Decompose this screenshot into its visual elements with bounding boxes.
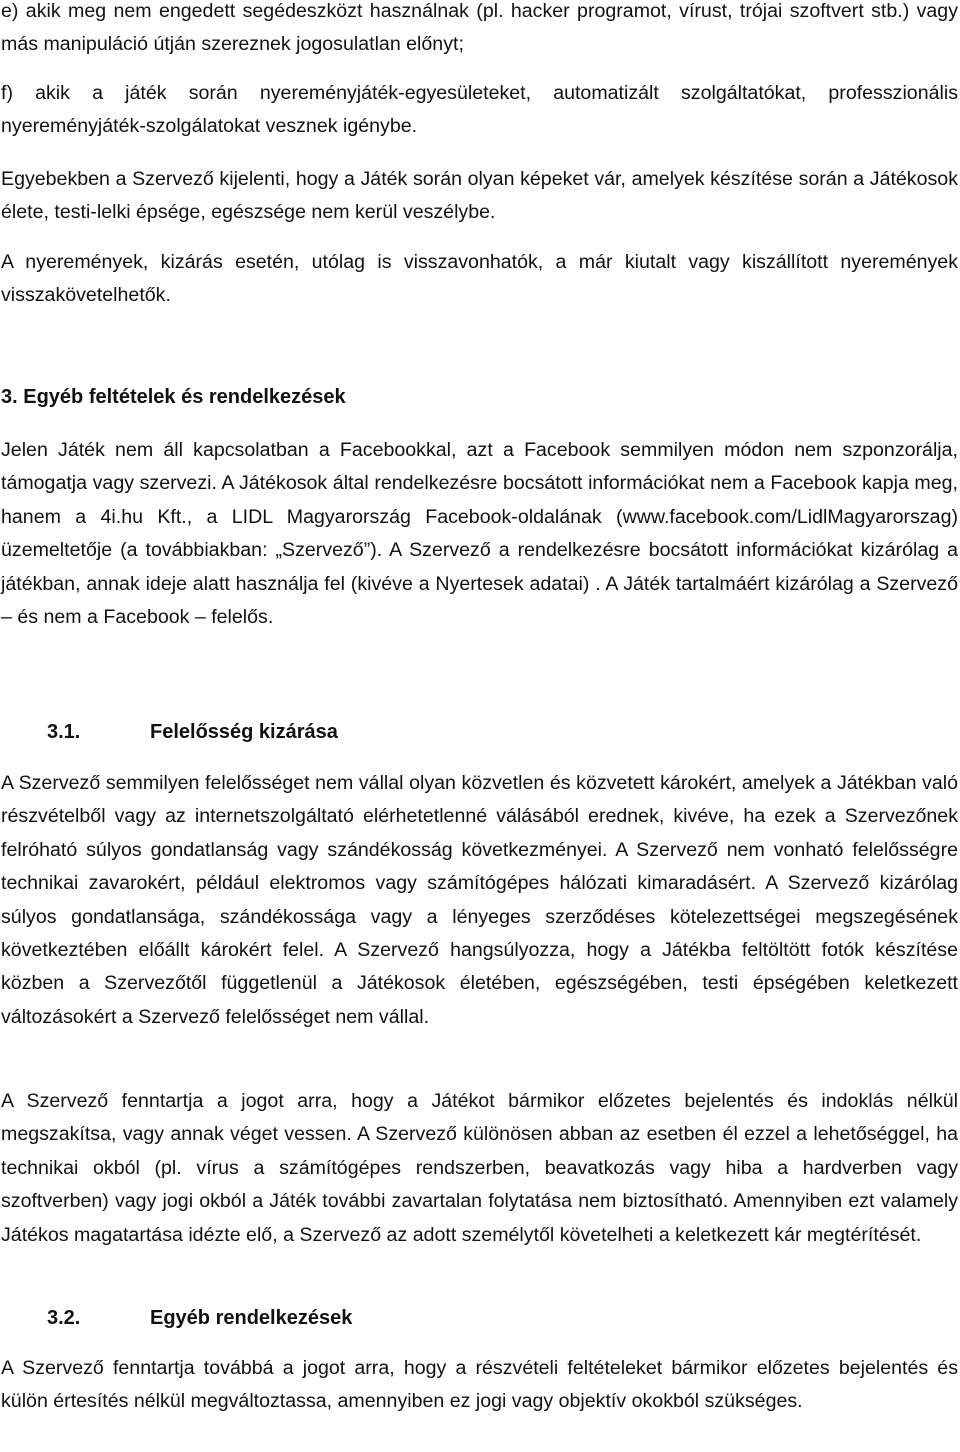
section-3-number: 3. xyxy=(1,386,18,408)
paragraph-prizes-revocable: A nyeremények, kizárás esetén, utólag is visszavonhatók, a már kiutalt vagy kiszállított nyeremények visszakövetelhetők. xyxy=(1,251,958,307)
section-3-2-number: 3.2. xyxy=(47,1307,81,1329)
paragraph-item-f: f) akik a játék során nyereményjáték-egyesületeket, automatizált szolgáltatókat, professzionális nyereményjáték-szolgálatokat vesznek igénybe. xyxy=(1,82,958,138)
section-3-1-heading xyxy=(47,716,338,749)
section-3-1-body-1: A Szervező semmilyen felelősséget nem vállal olyan közvetlen és közvetett károkért, amelyek a Játékban való részvételből vagy az internetszolgáltató elérhetetlenné válásából erednek, kivéve, ha ezek a Szervezőnek felróható súlyos gondatlanság vagy szándékosság következményei. A Szervező nem vonható felelősségre technikai zavarokért, például elektromos vagy számítógépes hálózati kimaradásért. A Szervező kizárólag súlyos gondatlansága, szándékossága vagy a lényeges szerződéses kötelezettségei megszegésének következtében előállt károkért felel. A Szervező hangsúlyozza, hogy a Játékba feltöltött fotók készítése közben a Szervezőtől függetlenül a Játékosok életében, egészségében, testi épségében keletkezett változásokért a Szervező felelősséget nem vállal. xyxy=(1,772,958,1028)
section-3-heading xyxy=(1,381,346,414)
section-3-1-number: 3.1. xyxy=(47,721,81,743)
section-3-body: Jelen Játék nem áll kapcsolatban a Facebookkal, azt a Facebook semmilyen módon nem szponzorálja, támogatja vagy szervezi. A Játékosok által rendelkezésre bocsátott információkat nem a Facebook kapja meg, hanem a 4i.hu Kft., a LIDL Magyarország Facebook-oldalának (www.facebook.com/LidlMagyarorszag) üzemeltetője (a továbbiakban: „Szervező”). A Szervező a rendelkezésre bocsátott információkat kizárólag a játékban, annak ideje alatt használja fel (kivéve a Nyertesek adatai) . A Játék tartalmáért kizárólag a Szervező – és nem a Facebook – felelős. xyxy=(1,439,958,629)
section-3-title: Egyéb feltételek és rendelkezések xyxy=(23,386,346,408)
paragraph-organizer-statement: Egyebekben a Szervező kijelenti, hogy a Játék során olyan képeket vár, amelyek készítése során a Játékosok élete, testi-lelki épsége, egészsége nem kerül veszélybe. xyxy=(1,168,958,224)
section-3-2-body: A Szervező fenntartja továbbá a jogot arra, hogy a részvételi feltételeket bármikor előzetes bejelentés és külön értesítés nélkül megváltoztassa, amennyiben ez jogi vagy objektív okokból szükséges. xyxy=(1,1357,958,1413)
section-3-2-title: Egyéb rendelkezések xyxy=(150,1307,353,1329)
section-3-2-heading xyxy=(47,1302,352,1335)
section-3-1-title: Felelősség kizárása xyxy=(150,721,338,743)
paragraph-item-e: e) akik meg nem engedett segédeszközt használnak (pl. hacker programot, vírust, trójai szoftvert stb.) vagy más manipuláció útján szereznek jogosulatlan előnyt; xyxy=(1,0,958,56)
section-3-1-body-2: A Szervező fenntartja a jogot arra, hogy a Játékot bármikor előzetes bejelentés és indoklás nélkül megszakítsa, vagy annak véget vessen. A Szervező különösen abban az esetben él ezzel a lehetőséggel, ha technikai okból (pl. vírus a számítógépes rendszerben, beavatkozás vagy hiba a hardverben vagy szoftverben) vagy jogi okból a Játék további zavartalan folytatása nem biztosítható. Amennyiben ezt valamely Játékos magatartása idézte elő, a Szervező az adott személytől követelheti a keletkezett kár megtérítését. xyxy=(1,1090,958,1246)
